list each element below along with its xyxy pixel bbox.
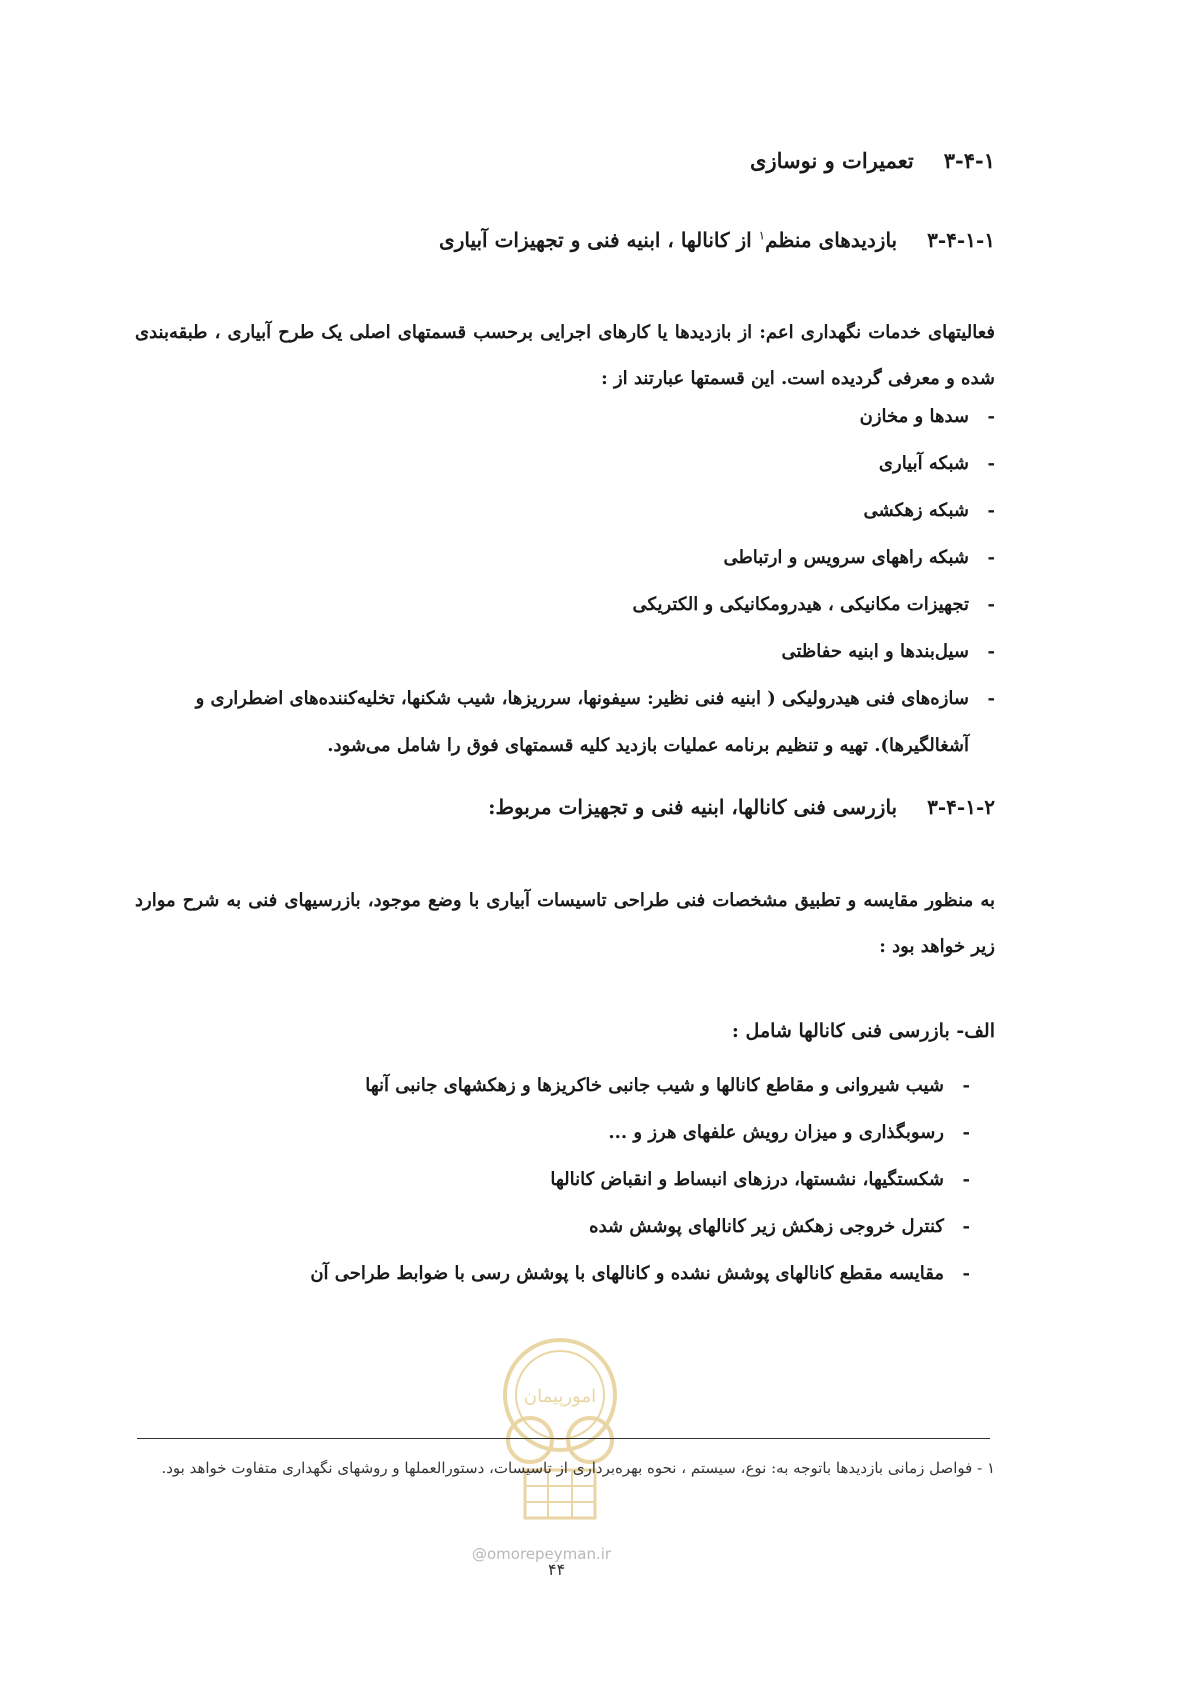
parts-list-item-text: شبکه آبیاری (878, 453, 969, 474)
alef-list-item (135, 1109, 970, 1156)
subsection-2-title (488, 795, 995, 819)
subsection-1-text-before: بازدیدهای منظم (765, 228, 898, 252)
subsection-1-number: ۳-۴-۱-۱ (927, 228, 995, 252)
bullet-dash: - (962, 1216, 970, 1237)
watermark-url: @omorepeyman.ir (472, 1545, 612, 1563)
section-number: ۳-۴-۱ (943, 148, 995, 173)
alef-list-item-text: شکستگیها، نشستها، درزهای انبساط و انقباض کانالها (550, 1169, 944, 1190)
alef-list-item (135, 1250, 970, 1297)
footnote-ref: ۱ (758, 228, 766, 243)
subsection-2-text: بازرسی فنی کانالها، ابنیه فنی و تجهیزات مربوط: (488, 795, 898, 819)
parts-list-item (135, 628, 995, 675)
bullet-dash: - (987, 500, 995, 521)
alef-list-item (135, 1062, 970, 1109)
bullet-dash: - (962, 1263, 970, 1284)
alef-list-item-text: شیب شیروانی و مقاطع کانالها و شیب جانبی خاکریزها و زهکشهای جانبی آنها (365, 1075, 944, 1096)
parts-list-item-text: شبکه راههای سرویس و ارتباطی (723, 547, 969, 568)
parts-list-item-text: سیل‌بندها و ابنیه حفاظتی (781, 641, 969, 662)
subsection-1-text-after: از کانالها ، ابنیه فنی و تجهیزات آبیاری (439, 228, 759, 252)
parts-list-item (135, 487, 995, 534)
watermark-logo-text: امورپیمان (523, 1386, 597, 1407)
page-number: ۴۴ (548, 1560, 566, 1579)
bullet-dash: - (987, 594, 995, 615)
bullet-dash: - (987, 453, 995, 474)
alef-list-item (135, 1203, 970, 1250)
alef-heading: الف- بازرسی فنی کانالها شامل : (731, 1020, 995, 1042)
parts-list-item (135, 440, 995, 487)
bullet-dash: - (987, 406, 995, 427)
parts-list-item-text: سازه‌های فنی هیدرولیکی ( ابنیه فنی نظیر: سیفونها، سرریزها، شیب شکنها، تخلیه‌کننده‌های اضطراری و آشغالگیرها). تهیه و تنظیم برنامه عملیات بازدید کلیه قسمتهای فوق را شامل می‌شود. (195, 688, 969, 756)
alef-list-item-text: مقایسه مقطع کانالهای پوشش نشده و کانالهای با پوشش رسی با ضوابط طراحی آن (310, 1263, 944, 1284)
parts-list-item-text: تجهیزات مکانیکی ، هیدرومکانیکی و الکتریکی (632, 594, 969, 615)
subsection-2-number: ۳-۴-۱-۲ (927, 795, 995, 819)
bullet-dash: - (987, 688, 995, 709)
alef-list-item (135, 1156, 970, 1203)
parts-list-item (135, 534, 995, 581)
intro-paragraph: فعالیتهای خدمات نگهداری اعم: از بازدیدها یا کارهای اجرایی برحسب قسمتهای اصلی یک طرح آبیاری ، طبقه‌بندی شده و معرفی گردیده است. این قسمتها عبارتند از : (135, 322, 995, 389)
bullet-dash: - (987, 547, 995, 568)
watermark-logo (485, 1320, 635, 1530)
footnote-divider (137, 1438, 990, 1439)
parts-list-item-text: شبکه زهکشی (863, 500, 969, 521)
parts-list (135, 393, 995, 769)
bullet-dash: - (962, 1122, 970, 1143)
parts-list-item (135, 581, 995, 628)
inspection-paragraph: به منظور مقایسه و تطبیق مشخصات فنی طراحی تاسیسات آبیاری با وضع موجود، بازرسیهای فنی به شرح موارد زیر خواهد بود : (135, 890, 995, 957)
alef-list-item-text: کنترل خروجی زهکش زیر کانالهای پوشش شده (589, 1216, 944, 1237)
parts-list-item-text: سدها و مخازن (859, 406, 969, 427)
section-title-text: تعمیرات و نوسازی (750, 148, 914, 173)
subsection-1-title (439, 228, 995, 252)
parts-list-item (135, 393, 995, 440)
bullet-dash: - (987, 641, 995, 662)
alef-list-item-text: رسوبگذاری و میزان رویش علفهای هرز و ... (608, 1122, 944, 1143)
parts-list-item (135, 675, 995, 769)
alef-list (135, 1062, 970, 1297)
bullet-dash: - (962, 1169, 970, 1190)
footnote: ۱ - فواصل زمانی بازدیدها باتوجه به: نوع، سیستم ، نحوه بهره‌برداری از تاسیسات، دستورالعملها و روشهای نگهداری متفاوت خواهد بود. (161, 1459, 995, 1477)
bullet-dash: - (962, 1075, 970, 1096)
section-title (750, 148, 995, 173)
